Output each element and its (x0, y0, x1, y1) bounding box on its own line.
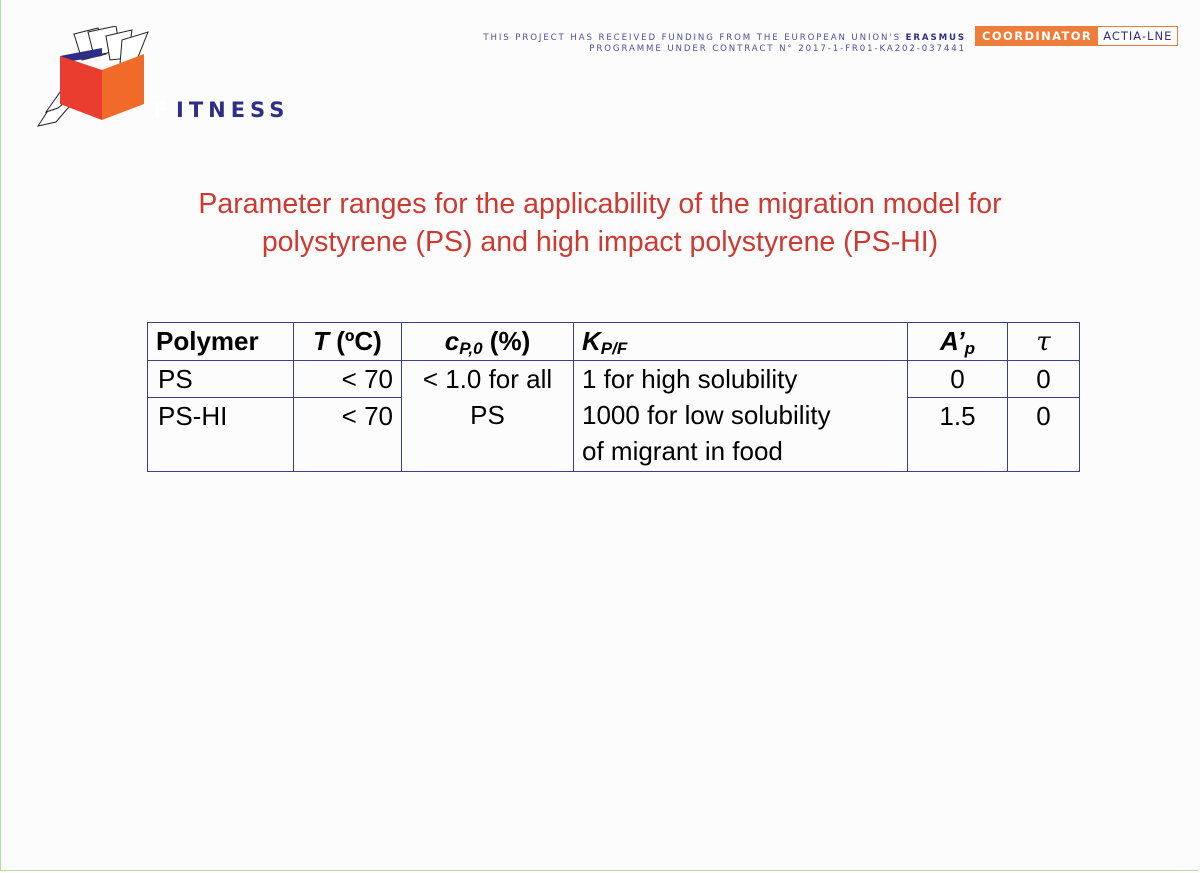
k-value-cell: 1 for high solubility 1000 for low solubility of migrant in food (574, 361, 908, 472)
coordinator-badge (975, 26, 1178, 46)
header-temperature: T (ºC) (294, 323, 402, 361)
coordinator-label: COORDINATOR (976, 27, 1098, 45)
logo-letter-f: F (153, 98, 168, 122)
title-line1: Parameter ranges for the applicability of the migration model for (198, 188, 1002, 220)
title-line2: polystyrene (PS) and high impact polystyrene (PS-HI) (261, 226, 939, 258)
header-polymer: Polymer (148, 323, 294, 361)
funding-notice (483, 33, 966, 55)
header-a-prime: $A’_p$ (908, 323, 1008, 361)
header-initial-concentration: $c_{P,0}$ (%) (402, 323, 574, 361)
row-tau-value: 0 (1008, 398, 1080, 472)
slide-title (100, 185, 1100, 261)
coordinator-name: ACTIA-LNE (1098, 27, 1177, 45)
row-tau-value: 0 (1008, 361, 1080, 398)
row-a-value: 0 (908, 361, 1008, 398)
row-polymer: PS (148, 361, 294, 398)
row-polymer: PS-HI (148, 398, 294, 472)
row-temperature: < 70 (294, 398, 402, 472)
header-partition-coefficient: $K_{P/F}$ (574, 323, 908, 361)
row-temperature: < 70 (294, 361, 402, 398)
header-tau: τ (1008, 323, 1080, 361)
table-header-row (148, 323, 1080, 361)
parameter-table (147, 322, 1080, 472)
table-row (148, 361, 1080, 398)
fitness-logo (36, 26, 290, 130)
funding-line1: THIS PROJECT HAS RECEIVED FUNDING FROM THE EUROPEAN UNION'S (483, 33, 901, 43)
funding-line2: PROGRAMME UNDER CONTRACT N° 2017-1-FR01-KA202-037441 (589, 44, 966, 54)
erasmus-label: ERASMUS (905, 33, 966, 43)
row-a-value: 1.5 (908, 398, 1008, 472)
logo-wordmark: ITNESS (176, 98, 290, 122)
c-value-cell: < 1.0 for all PS (402, 361, 574, 472)
